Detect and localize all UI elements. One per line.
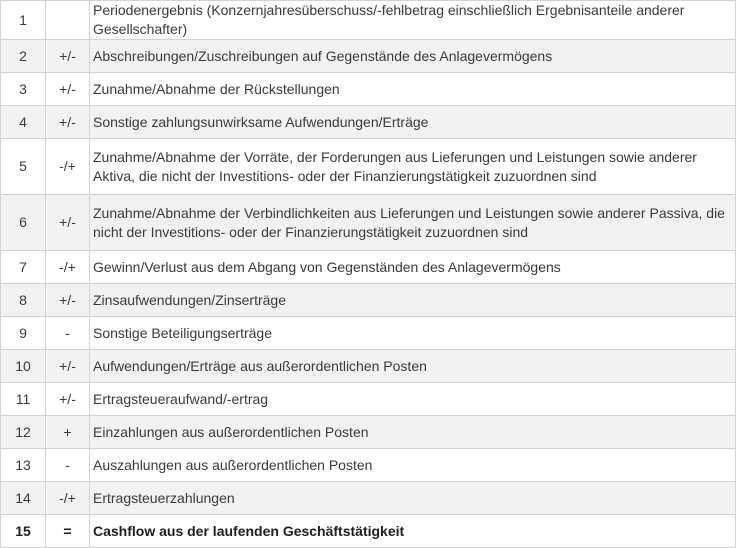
table-row — [1, 350, 736, 383]
table-row — [1, 139, 736, 195]
row-number: 14 — [1, 482, 46, 515]
row-description: Cashflow aus der laufenden Geschäftstätigkeit — [90, 515, 736, 548]
row-description: Aufwendungen/Erträge aus außerordentlichen Posten — [90, 350, 736, 383]
row-number: 7 — [1, 251, 46, 284]
row-sign: +/- — [46, 350, 90, 383]
row-sign: - — [46, 449, 90, 482]
row-number: 10 — [1, 350, 46, 383]
row-number: 2 — [1, 40, 46, 73]
row-sign: -/+ — [46, 251, 90, 284]
row-number: 1 — [1, 1, 46, 40]
row-description: Zunahme/Abnahme der Rückstellungen — [90, 73, 736, 106]
row-description: Sonstige Beteiligungserträge — [90, 317, 736, 350]
table-row — [1, 251, 736, 284]
table-row — [1, 482, 736, 515]
table-row — [1, 73, 736, 106]
row-sign — [46, 1, 90, 40]
row-sign: +/- — [46, 106, 90, 139]
table-row — [1, 284, 736, 317]
table-row — [1, 40, 736, 73]
row-sign: + — [46, 416, 90, 449]
row-description: Zinsaufwendungen/Zinserträge — [90, 284, 736, 317]
row-description: Gewinn/Verlust aus dem Abgang von Gegenständen des Anlagevermögens — [90, 251, 736, 284]
table-row — [1, 383, 736, 416]
table-row — [1, 449, 736, 482]
table-row — [1, 416, 736, 449]
row-number: 8 — [1, 284, 46, 317]
row-description: Periodenergebnis (Konzernjahresüberschuss/-fehlbetrag einschließlich Ergebnisanteile anderer Gesellschafter) — [90, 1, 736, 40]
row-description: Sonstige zahlungsunwirksame Aufwendungen/Erträge — [90, 106, 736, 139]
row-description: Zunahme/Abnahme der Vorräte, der Forderungen aus Lieferungen und Leistungen sowie anderer Aktiva, die nicht der Investitions- oder der Finanzierungstätigkeit zuzuordnen sind — [90, 139, 736, 195]
row-number: 4 — [1, 106, 46, 139]
row-number: 12 — [1, 416, 46, 449]
row-sign: -/+ — [46, 482, 90, 515]
row-sign: - — [46, 317, 90, 350]
table-row — [1, 1, 736, 40]
row-sign: +/- — [46, 195, 90, 251]
row-sign: -/+ — [46, 139, 90, 195]
row-sign: = — [46, 515, 90, 548]
table-row — [1, 317, 736, 350]
row-description: Zunahme/Abnahme der Verbindlichkeiten aus Lieferungen und Leistungen sowie anderer Passiva, die nicht der Investitions- oder der Finanzierungstätigkeit zuzuordnen sind — [90, 195, 736, 251]
row-description: Einzahlungen aus außerordentlichen Posten — [90, 416, 736, 449]
row-number: 9 — [1, 317, 46, 350]
row-sign: +/- — [46, 383, 90, 416]
row-description: Abschreibungen/Zuschreibungen auf Gegenstände des Anlagevermögens — [90, 40, 736, 73]
row-description: Auszahlungen aus außerordentlichen Posten — [90, 449, 736, 482]
table-row-total — [1, 515, 736, 548]
table-row — [1, 195, 736, 251]
row-sign: +/- — [46, 73, 90, 106]
row-sign: +/- — [46, 40, 90, 73]
row-description: Ertragsteuerzahlungen — [90, 482, 736, 515]
row-description: Ertragsteueraufwand/-ertrag — [90, 383, 736, 416]
row-sign: +/- — [46, 284, 90, 317]
row-number: 13 — [1, 449, 46, 482]
row-number: 5 — [1, 139, 46, 195]
row-number: 3 — [1, 73, 46, 106]
row-number: 6 — [1, 195, 46, 251]
row-number: 11 — [1, 383, 46, 416]
table-row — [1, 106, 736, 139]
row-number: 15 — [1, 515, 46, 548]
